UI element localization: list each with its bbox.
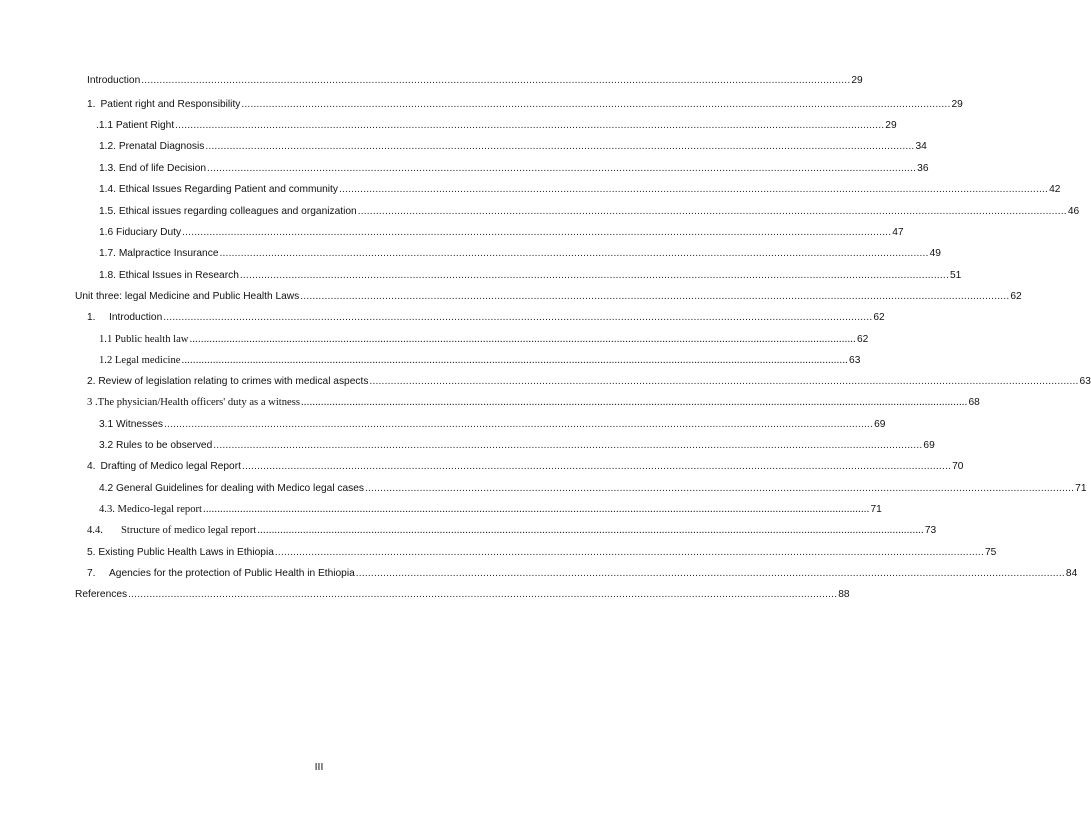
toc-entry-title: 1.6 Fiduciary Duty bbox=[99, 227, 182, 238]
toc-entry-page: 47 bbox=[892, 227, 904, 238]
toc-entry-title: Introduction bbox=[109, 312, 163, 323]
page-number: III bbox=[314, 761, 324, 773]
toc-entry-page: 34 bbox=[915, 141, 927, 152]
toc-entry-number: 7. bbox=[87, 568, 96, 579]
toc-entry bbox=[75, 587, 850, 601]
toc-entry-title: 5. Existing Public Health Laws in Ethiopia bbox=[87, 547, 274, 558]
toc-entry-number: 4. bbox=[87, 461, 96, 472]
toc-entry-title: 3 .The physician/Health officers' duty as a witness bbox=[87, 397, 300, 408]
toc-dot-leader: .......................................................................................................................................................................................................................................... bbox=[205, 141, 915, 152]
toc-dot-leader: .......................................................................................................................................................................................................................................... bbox=[189, 334, 856, 345]
toc-entry bbox=[99, 204, 1080, 218]
toc-dot-leader: .......................................................................................................................................................................................................................................... bbox=[239, 270, 949, 281]
toc-entry bbox=[87, 97, 963, 111]
toc-dot-leader: .......................................................................................................................................................................................................................................... bbox=[182, 227, 892, 238]
toc-entry-title: 1.5. Ethical issues regarding colleagues and organization bbox=[99, 206, 357, 217]
toc-entry bbox=[99, 353, 861, 367]
toc-entry bbox=[99, 225, 904, 239]
toc-entry-title: 1.1 Public health law bbox=[99, 334, 189, 345]
toc-entry-page: 29 bbox=[851, 75, 863, 86]
toc-dot-leader: .......................................................................................................................................................................................................................................... bbox=[128, 589, 838, 600]
toc-entry bbox=[99, 268, 962, 282]
toc-entry bbox=[99, 332, 869, 346]
toc-entry-page: 29 bbox=[885, 120, 897, 131]
toc-entry-title: 1.7. Malpractice Insurance bbox=[99, 248, 219, 259]
toc-entry-page: 88 bbox=[838, 589, 850, 600]
toc-dot-leader: .......................................................................................................................................................................................................................................... bbox=[257, 525, 924, 536]
toc-entry-number: 4.4. bbox=[87, 525, 103, 536]
toc-entry-page: 62 bbox=[1010, 291, 1022, 302]
toc-dot-leader: .......................................................................................................................................................................................................................................... bbox=[219, 248, 929, 259]
toc-entry-title: 3.2 Rules to be observed bbox=[99, 440, 213, 451]
toc-entry-title: Patient right and Responsibility bbox=[100, 99, 241, 110]
toc-dot-leader: .......................................................................................................................................................................................................................................... bbox=[181, 355, 849, 366]
toc-entry-title: 2. Review of legislation relating to crimes with medical aspects bbox=[87, 376, 369, 387]
toc-dot-leader: .......................................................................................................................................................................................................................................... bbox=[365, 483, 1075, 494]
toc-entry-page: 62 bbox=[873, 312, 885, 323]
toc-entry-page: 29 bbox=[951, 99, 963, 110]
toc-entry bbox=[99, 246, 941, 260]
toc-entry-number: 1. bbox=[87, 312, 96, 323]
toc-entry-page: 84 bbox=[1065, 568, 1078, 579]
toc-entry-title: 1.2. Prenatal Diagnosis bbox=[99, 141, 205, 152]
toc-entry-page: 63 bbox=[1079, 376, 1091, 387]
toc-dot-leader: .......................................................................................................................................................................................................................................... bbox=[369, 376, 1079, 387]
toc-entry bbox=[96, 118, 897, 132]
toc-entry-page: 70 bbox=[952, 461, 964, 472]
toc-entry-title: 1.2 Legal medicine bbox=[99, 355, 181, 366]
toc-entry bbox=[87, 523, 937, 537]
toc-entry-title: 1.4. Ethical Issues Regarding Patient and community bbox=[99, 184, 338, 195]
toc-entry-page: 46 bbox=[1067, 206, 1080, 217]
toc-entry-page: 69 bbox=[923, 440, 935, 451]
toc-entry-page: 68 bbox=[968, 397, 980, 408]
toc-dot-leader: .......................................................................................................................................................................................................................................... bbox=[241, 461, 952, 472]
toc-entry bbox=[99, 182, 1061, 196]
toc-dot-leader: .......................................................................................................................................................................................................................................... bbox=[141, 75, 851, 86]
toc-entry bbox=[87, 310, 885, 324]
toc-entry-page: 71 bbox=[1075, 483, 1087, 494]
toc-entry bbox=[87, 395, 980, 409]
toc-entry-page: 62 bbox=[857, 334, 869, 345]
toc-dot-leader: .......................................................................................................................................................................................................................................... bbox=[175, 120, 885, 131]
toc-entry-page: 42 bbox=[1049, 184, 1061, 195]
toc-dot-leader: .......................................................................................................................................................................................................................................... bbox=[163, 419, 874, 430]
toc-dot-leader: .......................................................................................................................................................................................................................................... bbox=[274, 547, 984, 558]
toc-dot-leader: .......................................................................................................................................................................................................................................... bbox=[300, 291, 1010, 302]
toc-entry-title: Structure of medico legal report bbox=[121, 525, 257, 536]
toc-entry-number: 1. bbox=[87, 99, 96, 110]
toc-entry-title: Introduction bbox=[87, 75, 141, 86]
toc-dot-leader: .......................................................................................................................................................................................................................................... bbox=[241, 99, 951, 110]
toc-dot-leader: .......................................................................................................................................................................................................................................... bbox=[163, 312, 873, 323]
toc-entry bbox=[87, 545, 997, 559]
toc-entry-title: 3.1 Witnesses bbox=[99, 419, 163, 430]
toc-dot-leader: .......................................................................................................................................................................................................................................... bbox=[213, 440, 923, 451]
toc-entry-title: 4.3. Medico-legal report bbox=[99, 504, 202, 515]
toc-entry-title: References bbox=[75, 589, 128, 600]
toc-entry-page: 49 bbox=[929, 248, 941, 259]
toc-dot-leader: .......................................................................................................................................................................................................................................... bbox=[338, 184, 1049, 195]
toc-entry bbox=[99, 161, 929, 175]
toc-entry-title: 4.2 General Guidelines for dealing with Medico legal cases bbox=[99, 483, 365, 494]
toc-entry bbox=[87, 566, 1078, 580]
toc-entry-page: 63 bbox=[849, 355, 861, 366]
toc-entry bbox=[87, 73, 863, 87]
toc-entry bbox=[99, 502, 882, 516]
toc-entry bbox=[99, 481, 1087, 495]
toc-entry bbox=[99, 438, 935, 452]
toc-dot-leader: .......................................................................................................................................................................................................................................... bbox=[300, 397, 968, 408]
toc-dot-leader: .......................................................................................................................................................................................................................................... bbox=[355, 568, 1065, 579]
toc-entry-page: 69 bbox=[874, 419, 886, 430]
toc-dot-leader: .......................................................................................................................................................................................................................................... bbox=[202, 504, 870, 515]
toc-entry-title: Drafting of Medico legal Report bbox=[100, 461, 241, 472]
toc-entry-page: 51 bbox=[950, 270, 962, 281]
toc-entry bbox=[75, 289, 1022, 303]
toc-entry-page: 75 bbox=[985, 547, 997, 558]
toc-entry-title: 1.8. Ethical Issues in Research bbox=[99, 270, 239, 281]
toc-entry-page: 71 bbox=[870, 504, 882, 515]
toc-entry bbox=[87, 374, 1091, 388]
toc-entry-title: Agencies for the protection of Public Health in Ethiopia bbox=[109, 568, 355, 579]
toc-entry-page: 73 bbox=[924, 525, 937, 536]
toc-entry-page: 36 bbox=[917, 163, 929, 174]
toc-entry-title: .1.1 Patient Right bbox=[96, 120, 175, 131]
toc-entry bbox=[99, 139, 927, 153]
toc-entry-title: Unit three: legal Medicine and Public Health Laws bbox=[75, 291, 300, 302]
toc-entry bbox=[99, 417, 886, 431]
toc-entry-title: 1.3. End of life Decision bbox=[99, 163, 207, 174]
toc-entry bbox=[87, 459, 964, 473]
toc-dot-leader: .......................................................................................................................................................................................................................................... bbox=[207, 163, 917, 174]
toc-dot-leader: .......................................................................................................................................................................................................................................... bbox=[357, 206, 1067, 217]
